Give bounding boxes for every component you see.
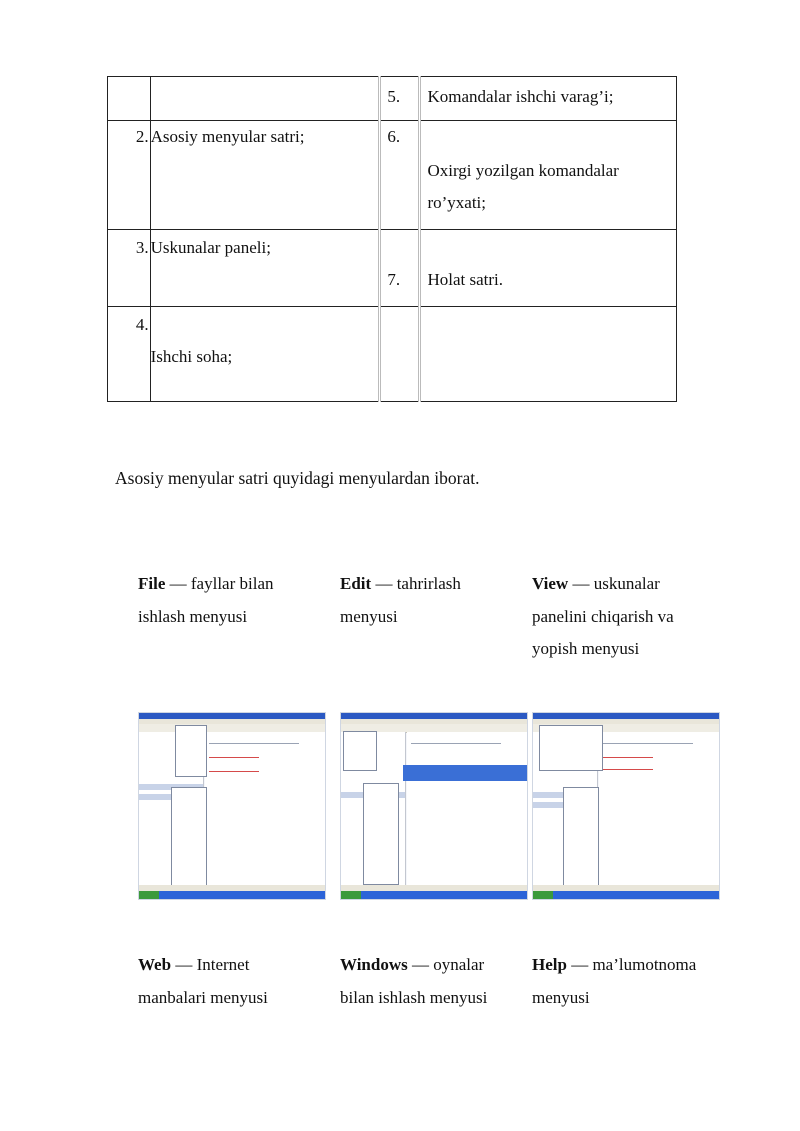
intro-paragraph: Asosiy menyular satri quyidagi menyulardan iborat. xyxy=(115,468,480,488)
menu-description-web: Web — Internet manbalari menyusi xyxy=(138,955,268,1007)
row-text: Komandalar ishchi varag’i; xyxy=(420,77,677,121)
row-number: 6. xyxy=(380,121,420,230)
menu-description-windows: Windows — oynalar bilan ishlash menyusi xyxy=(340,955,488,1007)
row-number xyxy=(380,307,420,402)
row-number: 7. xyxy=(380,230,420,307)
row-text xyxy=(420,307,677,402)
row-text: Ishchi soha; xyxy=(150,307,380,402)
table-row xyxy=(108,307,677,402)
row-text: Uskunalar paneli; xyxy=(150,230,380,307)
components-table xyxy=(107,76,677,402)
menu-description-view: View — uskunalar panelini chiqarish va yopish menyusi xyxy=(532,574,674,658)
row-number: 4. xyxy=(108,307,151,402)
row-number xyxy=(108,77,151,121)
table-row xyxy=(108,121,677,230)
row-number: 3. xyxy=(108,230,151,307)
row-number: 2. xyxy=(108,121,151,230)
row-text: Holat satri. xyxy=(420,230,677,307)
menu-description-file: File — fayllar bilan ishlash menyusi xyxy=(138,574,274,626)
table-row xyxy=(108,230,677,307)
file-menu-screenshot xyxy=(138,712,326,900)
row-text: Oxirgi yozilgan komandalar ro’yxati; xyxy=(420,121,677,230)
row-text xyxy=(150,77,380,121)
menu-description-help: Help — ma’lumotnoma menyusi xyxy=(532,955,697,1007)
view-menu-screenshot xyxy=(532,712,720,900)
row-number: 5. xyxy=(380,77,420,121)
row-text: Asosiy menyular satri; xyxy=(150,121,380,230)
table-row xyxy=(108,77,677,121)
edit-menu-screenshot xyxy=(340,712,528,900)
menu-description-edit: Edit — tahrirlash menyusi xyxy=(340,574,461,626)
